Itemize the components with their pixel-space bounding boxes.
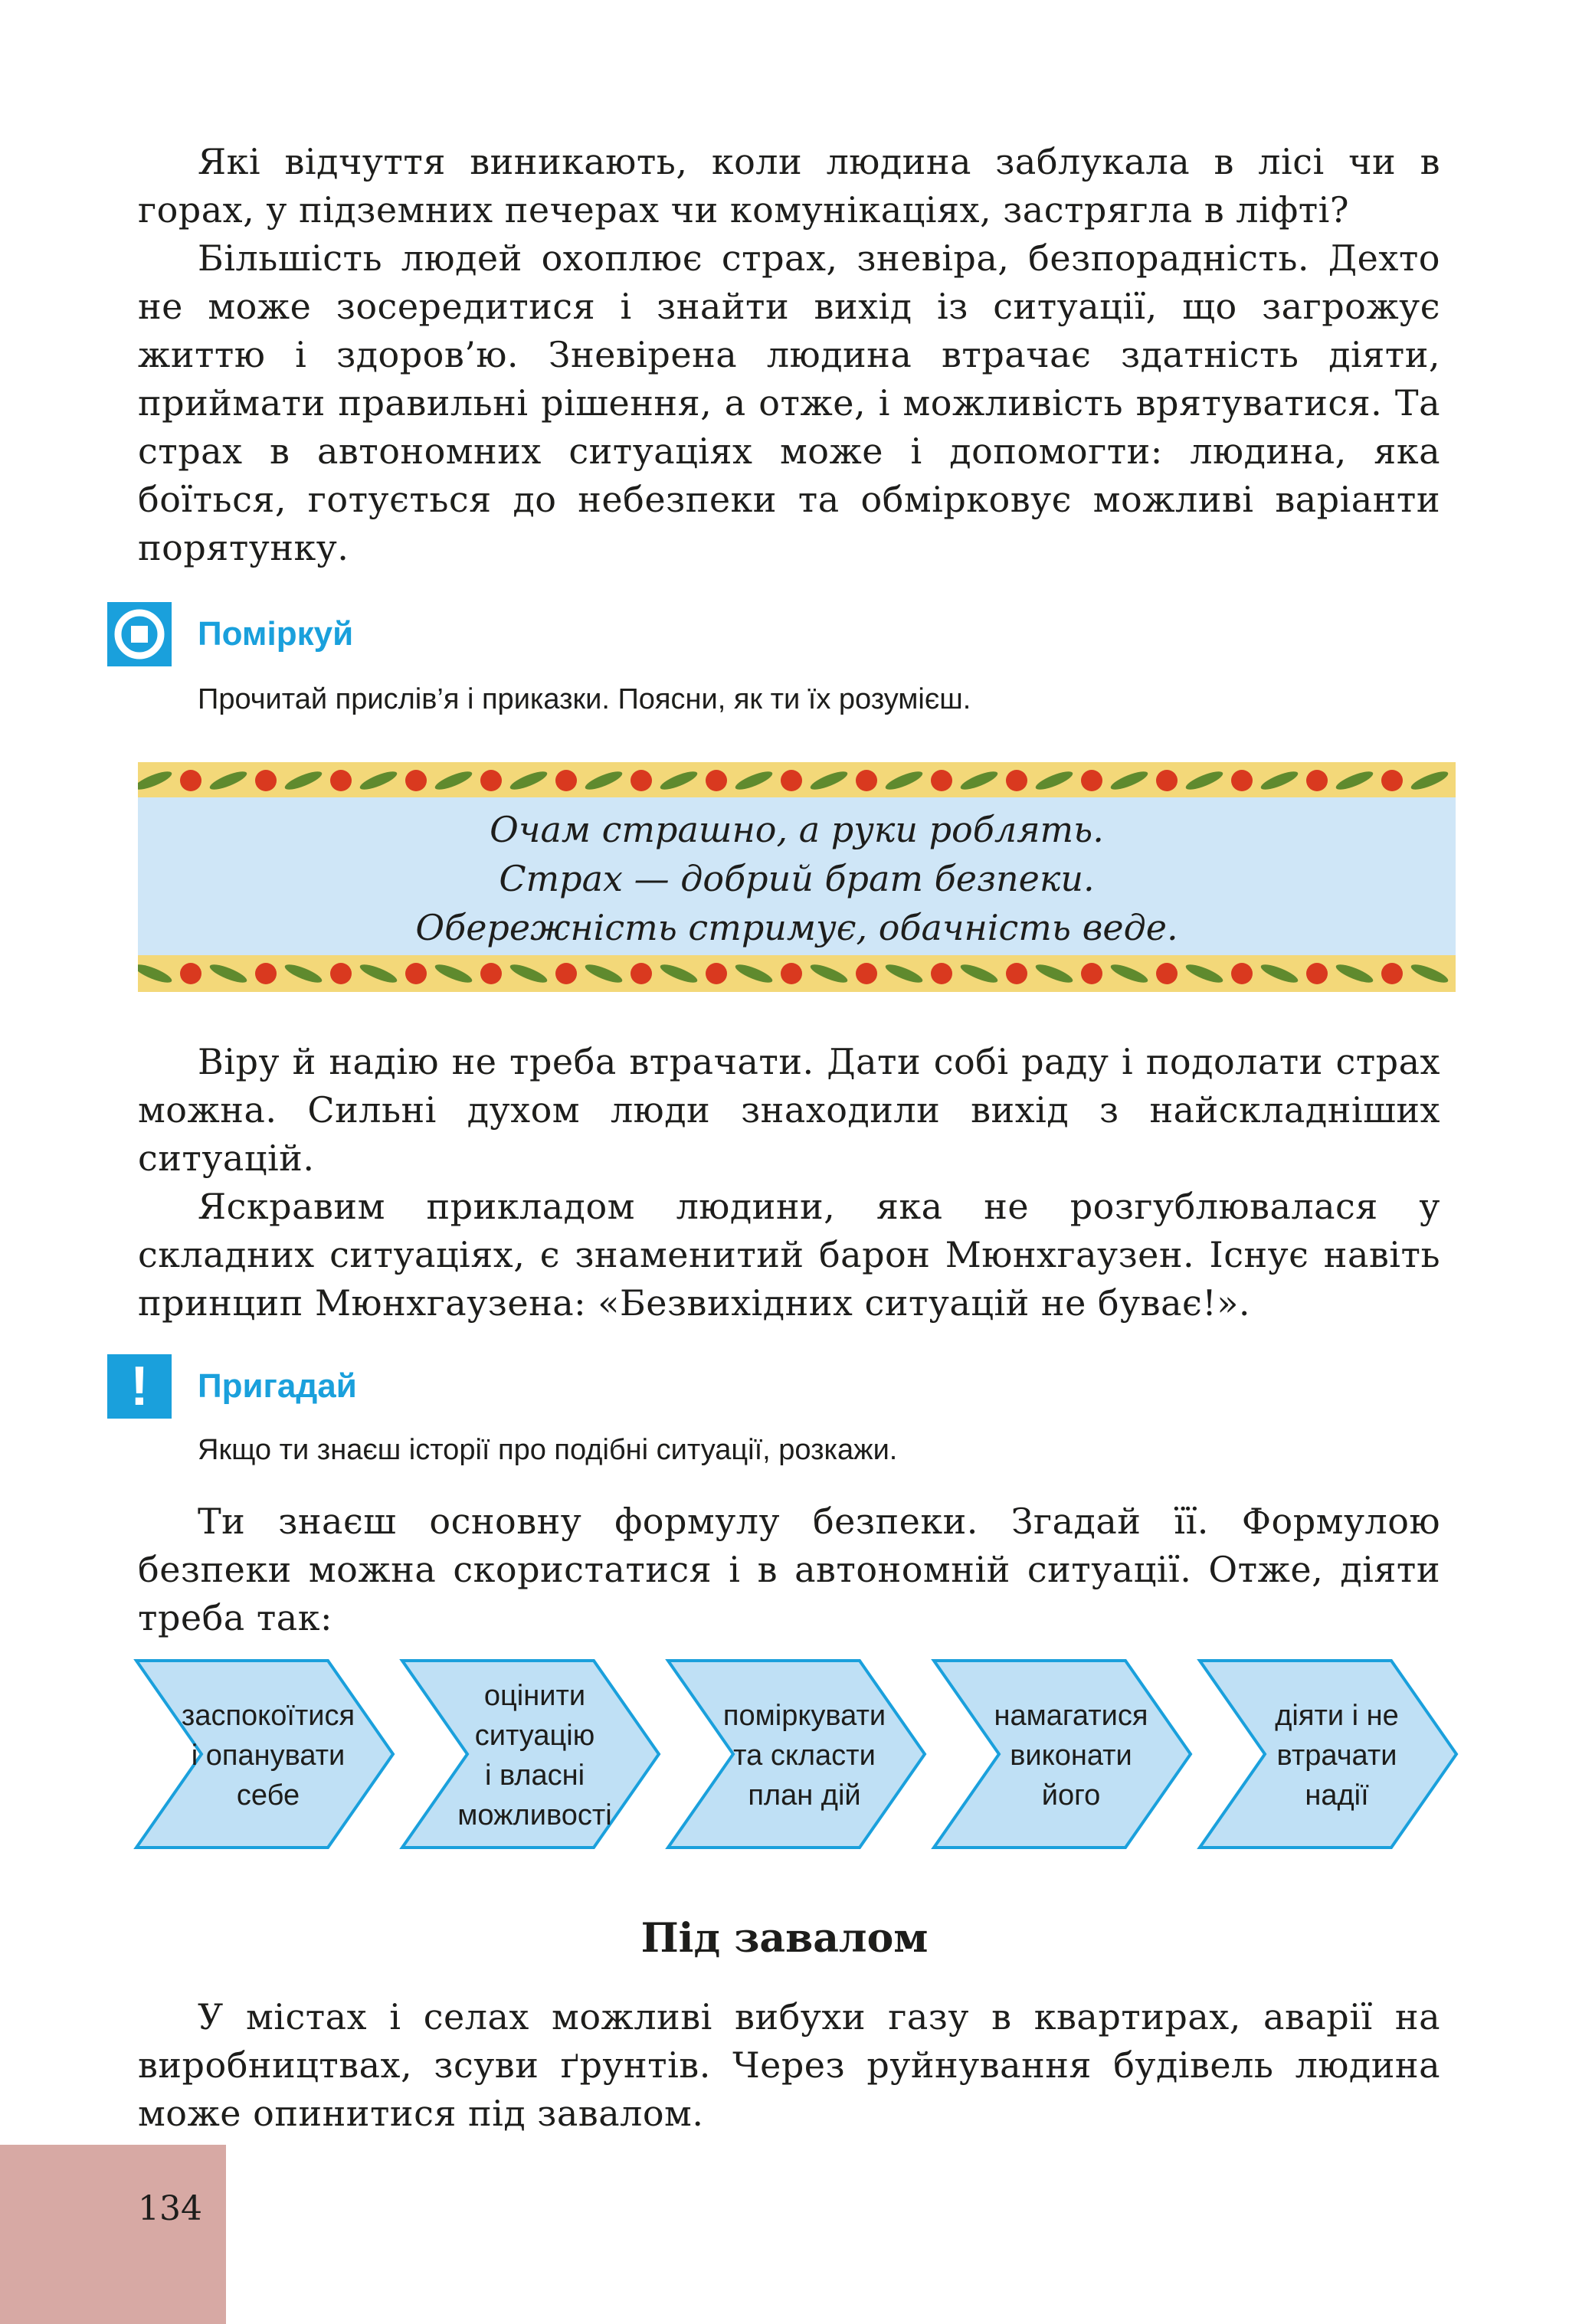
ornament-berry — [931, 770, 952, 791]
ornament-berry — [555, 963, 577, 984]
ornament-berry — [180, 770, 201, 791]
step-1-label: заспокоїтися і опанувати себе — [181, 1700, 355, 1812]
exclamation-icon: ! — [107, 1354, 172, 1419]
body-paragraph-3: Віру й надію не треба втрачати. Дати собі раду і подолати страх можна. Сильні духом люди знаходили вихід з найскладніших ситуацій. — [138, 1041, 1440, 1179]
think-icon — [107, 602, 172, 666]
ornament-berry — [1306, 963, 1328, 984]
ornament-berry — [555, 770, 577, 791]
ornament-berry — [781, 770, 802, 791]
body-paragraph-5: Ти знаєш основну формулу безпеки. Згадай її. Формулою безпеки можна скористатися і в автономній ситуації. Отже, діяти треба так: — [138, 1501, 1440, 1638]
ornament-berry — [1156, 770, 1178, 791]
ornament-berry — [480, 770, 502, 791]
ornament-border-top — [138, 762, 1456, 799]
ornament-berry — [1006, 963, 1027, 984]
ornament-berry — [631, 770, 652, 791]
ornament-border-bottom — [138, 955, 1456, 992]
intro-paragraph-1: Які відчуття виникають, коли людина заблукала в лісі чи в горах, у підземних печерах чи комунікаціях, застрягла в ліфті? — [138, 141, 1440, 231]
step-4-label: намагатися виконати його — [994, 1700, 1148, 1812]
think-section-header — [107, 602, 353, 666]
intro-paragraph-2: Більшість людей охоплює страх, зневіра, безпорадність. Дехто не може зосередитися і знайти вихід із ситуації, що загрожує життю і здоров’ю. Зневірена людина втрачає здатність діяти, приймати правильні рішення, а отже, і можливість врятуватися. Та страх в автономних ситуаціях може і допомогти: людина, яка боїться, готується до небезпеки та обмірковує можливі варіанти порятунку. — [138, 237, 1440, 568]
recall-task: Якщо ти знаєш історії про подібні ситуації, розкажи. — [198, 1434, 898, 1466]
ornament-berry — [1081, 770, 1102, 791]
ornament-berry — [856, 770, 877, 791]
ornament-berry — [180, 963, 201, 984]
ornament-berry — [706, 963, 727, 984]
ornament-berry — [405, 963, 427, 984]
ornament-berry — [330, 963, 352, 984]
page-number: 134 — [138, 2189, 202, 2228]
ornament-berry — [1381, 770, 1403, 791]
ornament-berry — [330, 770, 352, 791]
step-5-label: діяти і не втрачати надії — [1275, 1700, 1399, 1812]
ornament-berry — [405, 770, 427, 791]
page-number-tab — [0, 2145, 226, 2324]
ornament-berry — [1006, 770, 1027, 791]
proverbs-box — [138, 762, 1456, 992]
think-section-title: Поміркуй — [198, 615, 354, 653]
ornament-berry — [1081, 963, 1102, 984]
step-2-label: оцінити ситуацію і власні можливості — [457, 1680, 612, 1831]
ornament-berry — [1231, 770, 1253, 791]
section-heading: Під завалом — [640, 1915, 929, 1962]
ornament-berry — [255, 770, 277, 791]
recall-section-header — [107, 1354, 357, 1419]
recall-section-title: Пригадай — [198, 1367, 357, 1405]
ornament-berry — [856, 963, 877, 984]
ornament-berry — [631, 963, 652, 984]
safety-formula-steps — [130, 1655, 1471, 1854]
ornament-berry — [931, 963, 952, 984]
ornament-berry — [706, 770, 727, 791]
ornament-berry — [255, 963, 277, 984]
ornament-berry — [1306, 770, 1328, 791]
ornament-berry — [781, 963, 802, 984]
ornament-berry — [480, 963, 502, 984]
body-paragraph-4: Яскравим прикладом людини, яка не розгублювалася у складних ситуаціях, є знаменитий барон Мюнхгаузен. Існує навіть принцип Мюнхгаузена: «Безвихідних ситуацій не буває!». — [138, 1186, 1440, 1324]
proverbs-list — [138, 805, 1456, 952]
proverb-line: Обережність стримує, обачність веде. — [415, 907, 1178, 948]
ornament-berry — [1156, 963, 1178, 984]
ornament-berry — [1381, 963, 1403, 984]
body-paragraph-6: У містах і селах можливі вибухи газу в квартирах, аварії на виробництвах, зсуви ґрунтів. Через руйнування будівель людина може опинитися під завалом. — [138, 1996, 1440, 2134]
ornament-berry — [1231, 963, 1253, 984]
proverb-line: Страх — добрий брат безпеки. — [499, 858, 1095, 899]
step-3-label: поміркувати та скласти план дій — [722, 1700, 886, 1812]
proverb-line: Очам страшно, а руки роблять. — [490, 809, 1104, 850]
think-task: Прочитай прислів’я і приказки. Поясни, як ти їх розумієш. — [198, 683, 971, 715]
